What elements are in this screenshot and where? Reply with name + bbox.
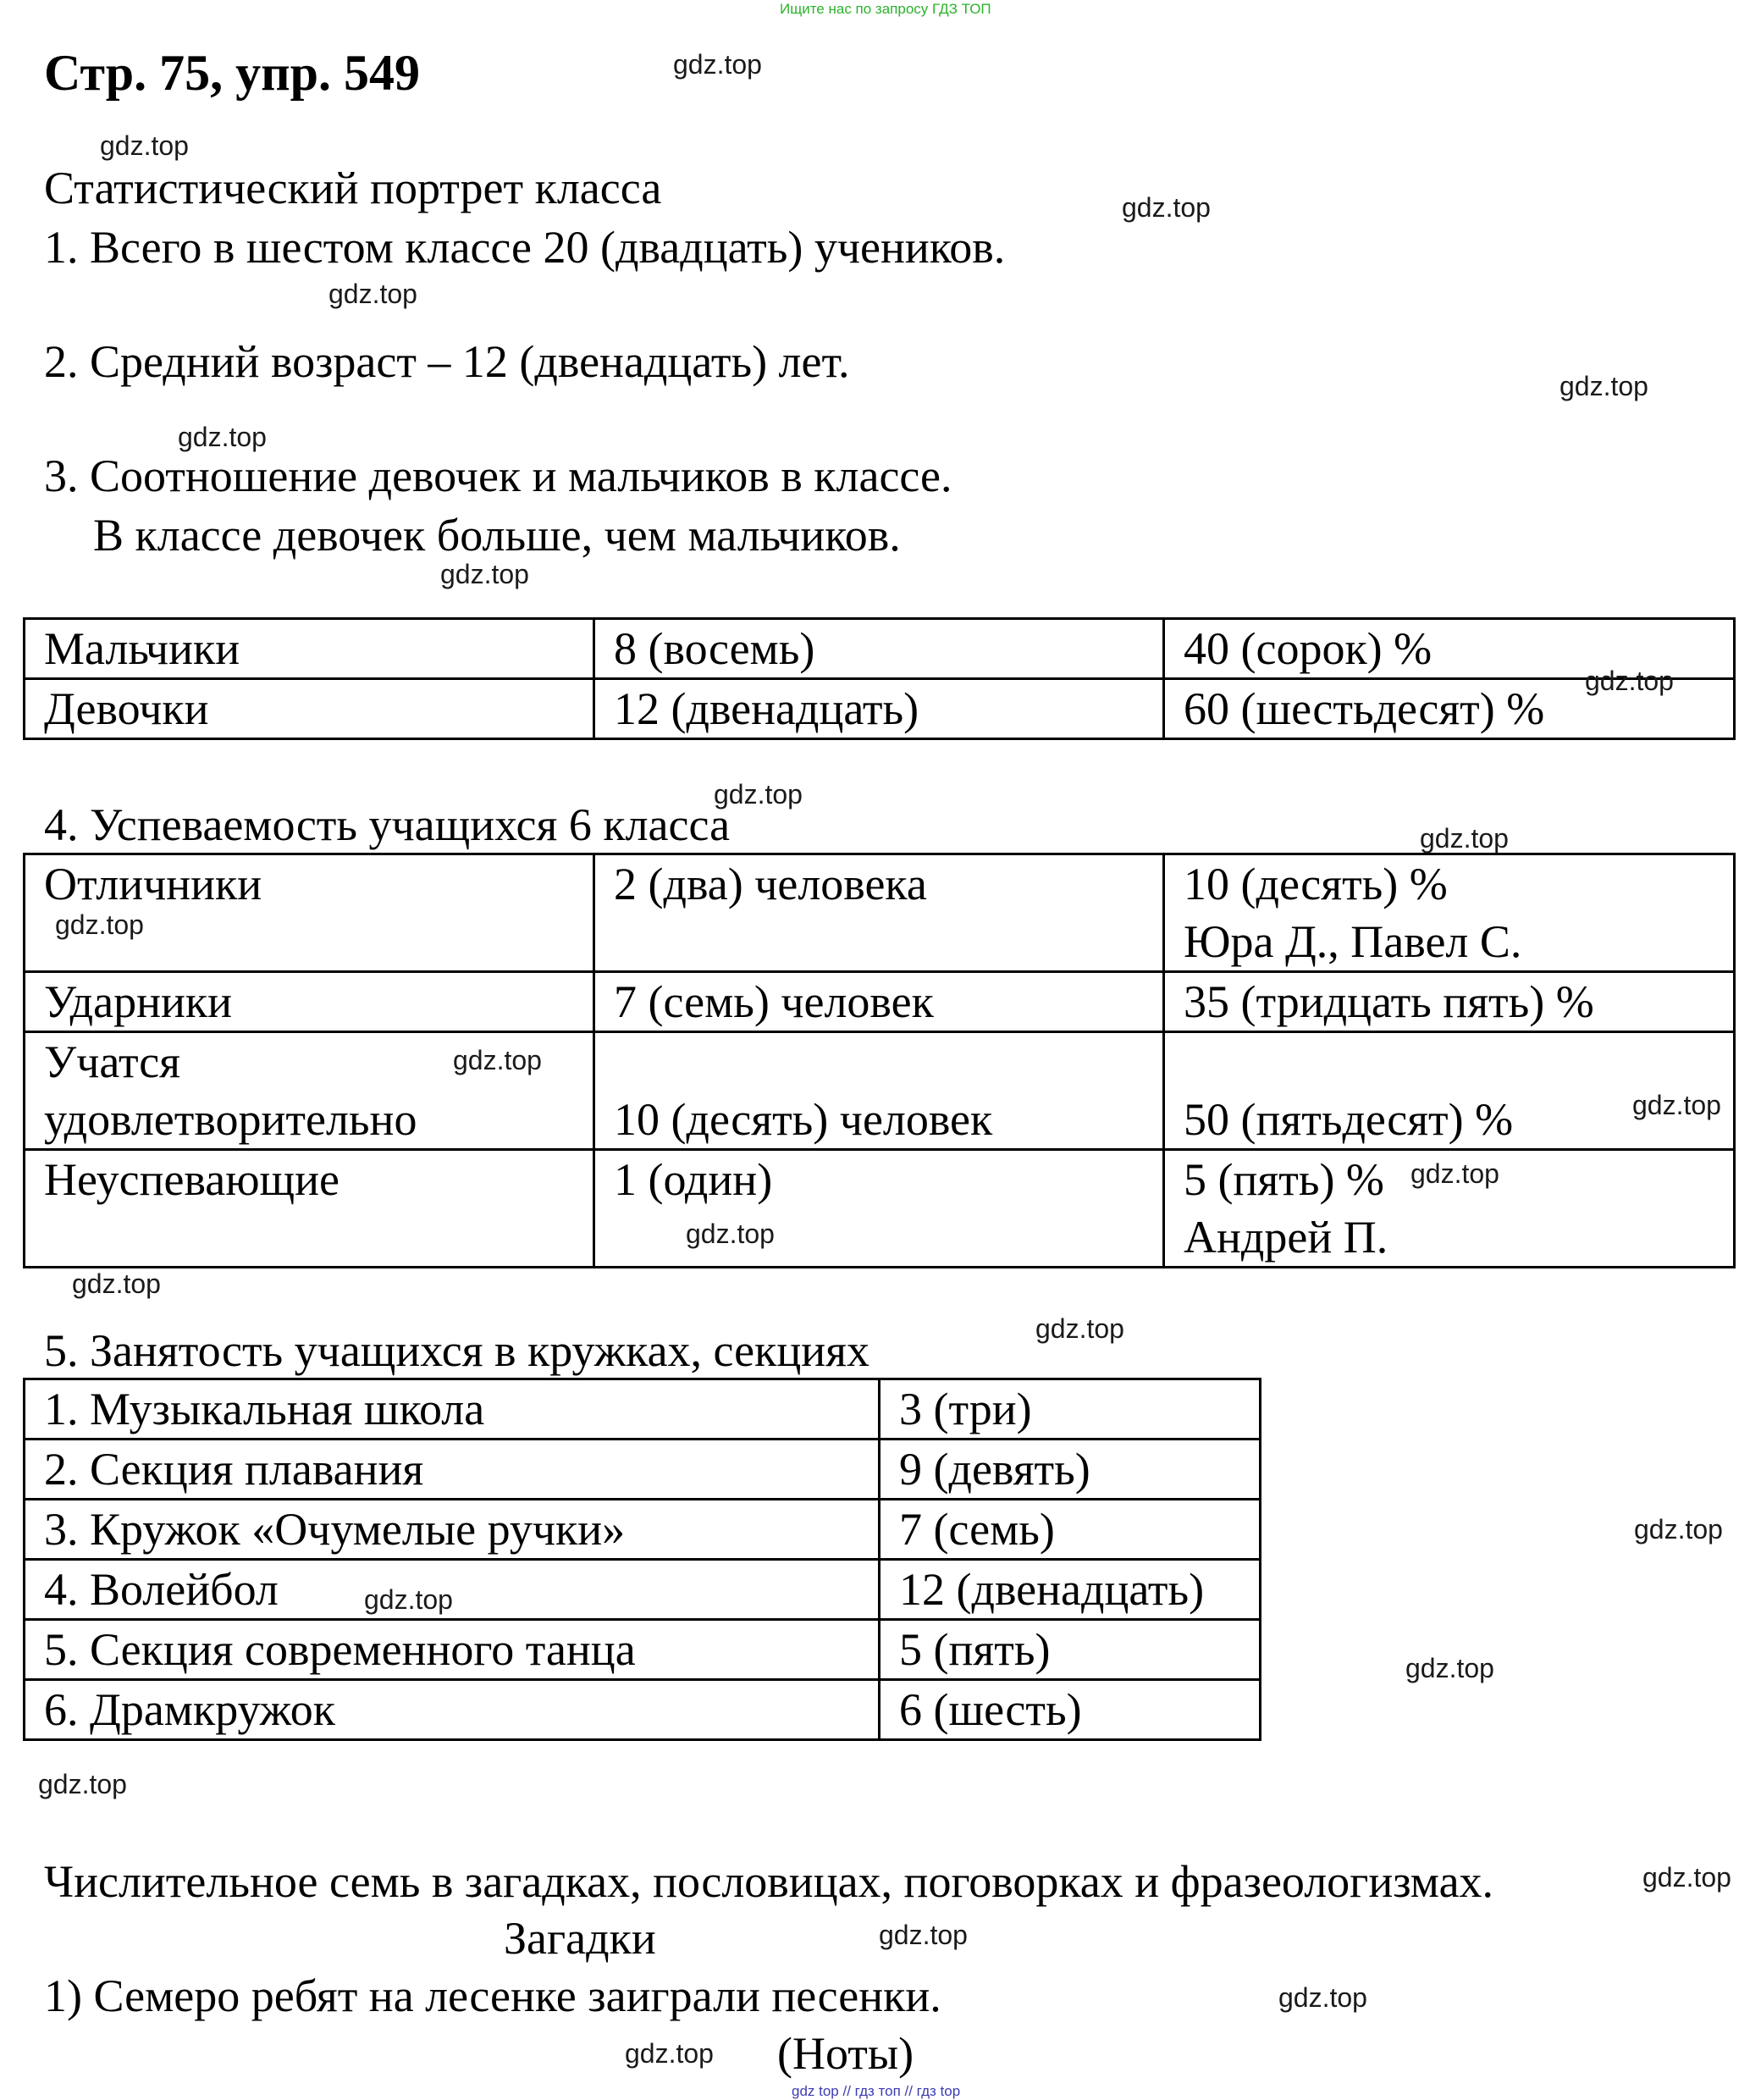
watermark: gdz.top xyxy=(686,1219,775,1249)
club-count: 12 (двенадцать) xyxy=(880,1560,1261,1620)
item-3-text: 3. Соотношение девочек и мальчиков в классе. xyxy=(44,450,952,501)
watermark: gdz.top xyxy=(328,279,417,309)
watermark: gdz.top xyxy=(100,130,189,161)
watermark: gdz.top xyxy=(673,49,762,80)
watermark: gdz.top xyxy=(1585,666,1674,696)
row-count: 1 (один) xyxy=(594,1150,1164,1268)
percent-value: 10 (десять) % xyxy=(1184,859,1448,909)
watermark: gdz.top xyxy=(1405,1653,1494,1683)
row-percent: 40 (сорок) % xyxy=(1164,619,1735,679)
watermark: gdz.top xyxy=(440,559,529,589)
row-label: Девочки xyxy=(25,679,594,739)
item-3-subtext: В классе девочек больше, чем мальчиков. xyxy=(93,510,901,561)
club-name: 5. Секция современного танца xyxy=(25,1620,880,1680)
club-name: 1. Музыкальная школа xyxy=(25,1379,880,1440)
watermark: gdz.top xyxy=(72,1268,161,1299)
table-row xyxy=(25,1500,1261,1560)
watermark: gdz.top xyxy=(879,1920,968,1950)
watermark: gdz.top xyxy=(1420,823,1509,854)
table-row xyxy=(25,972,1735,1032)
club-name: 4. Волейбол xyxy=(25,1560,880,1620)
club-count: 9 (девять) xyxy=(880,1440,1261,1500)
riddles-heading: Загадки xyxy=(504,1913,656,1964)
watermark: gdz.top xyxy=(364,1584,453,1615)
performance-table xyxy=(23,853,1736,1268)
table-row xyxy=(25,1379,1261,1440)
clubs-heading: 5. Занятость учащихся в кружках, секциях xyxy=(44,1325,870,1376)
table-row xyxy=(25,1032,1735,1150)
club-count: 6 (шесть) xyxy=(880,1680,1261,1740)
watermark: gdz.top xyxy=(1035,1313,1124,1344)
row-percent: 50 (пятьдесят) % xyxy=(1164,1032,1735,1150)
club-name: 6. Драмкружок xyxy=(25,1680,880,1740)
club-name: 2. Секция плавания xyxy=(25,1440,880,1500)
watermark: gdz.top xyxy=(714,779,803,810)
table-row xyxy=(25,854,1735,972)
table-row xyxy=(25,1620,1261,1680)
club-count: 3 (три) xyxy=(880,1379,1261,1440)
row-percent: 60 (шестьдесят) % xyxy=(1164,679,1735,739)
row-label: Неуспевающие xyxy=(25,1150,594,1268)
club-name: 3. Кружок «Очумелые ручки» xyxy=(25,1500,880,1560)
watermark: gdz.top xyxy=(38,1769,127,1799)
row-count: 10 (десять) человек xyxy=(594,1032,1164,1150)
item-2-text: 2. Средний возраст – 12 (двенадцать) лет. xyxy=(44,336,850,387)
percent-value: 5 (пять) % xyxy=(1184,1154,1384,1205)
watermark: gdz.top xyxy=(1278,1982,1367,2013)
table-row xyxy=(25,619,1735,679)
watermark: gdz.top xyxy=(1410,1158,1499,1189)
row-label: Ударники xyxy=(25,972,594,1032)
club-count: 7 (семь) xyxy=(880,1500,1261,1560)
row-count: 7 (семь) человек xyxy=(594,972,1164,1032)
riddle-1-text: 1) Семеро ребят на лесенке заиграли песенки. xyxy=(44,1970,941,2021)
watermark: gdz.top xyxy=(1642,1862,1731,1893)
row-percent xyxy=(1164,854,1735,972)
label-line-1: Учатся xyxy=(44,1036,181,1087)
watermark: gdz.top xyxy=(453,1045,542,1075)
watermark: gdz.top xyxy=(1560,371,1648,401)
item-1-text: 1. Всего в шестом классе 20 (двадцать) учеников. xyxy=(44,222,1006,273)
table-row xyxy=(25,1680,1261,1740)
numeral-heading: Числительное семь в загадках, пословицах, поговорках и фразеологизмах. xyxy=(44,1856,1494,1907)
table-row xyxy=(25,1440,1261,1500)
table-row xyxy=(25,1560,1261,1620)
watermark: gdz.top xyxy=(1634,1514,1723,1545)
row-percent: 35 (тридцать пять) % xyxy=(1164,972,1735,1032)
riddle-1-answer: (Ноты) xyxy=(777,2028,914,2079)
watermark: gdz.top xyxy=(1122,192,1211,223)
watermark: gdz.top xyxy=(55,909,144,940)
row-count: 2 (два) человека xyxy=(594,854,1164,972)
student-names: Юра Д., Павел С. xyxy=(1184,916,1522,967)
gender-ratio-table xyxy=(23,617,1736,740)
section-heading: Статистический портрет класса xyxy=(44,163,662,213)
row-count: 12 (двенадцать) xyxy=(594,679,1164,739)
performance-heading: 4. Успеваемость учащихся 6 класса xyxy=(44,799,731,850)
watermark: gdz.top xyxy=(178,422,267,452)
club-count: 5 (пять) xyxy=(880,1620,1261,1680)
row-label: Отличники xyxy=(25,854,594,972)
label-line-2: удовлетворительно xyxy=(44,1094,417,1145)
footer-note: gdz top // гдз топ // гдз top xyxy=(792,2083,961,2099)
top-search-note: Ищите нас по запросу ГДЗ ТОП xyxy=(780,1,991,17)
clubs-table xyxy=(23,1378,1261,1741)
row-label: Мальчики xyxy=(25,619,594,679)
table-row xyxy=(25,679,1735,739)
page-title: Стр. 75, упр. 549 xyxy=(44,45,421,101)
watermark: gdz.top xyxy=(625,2038,714,2069)
watermark: gdz.top xyxy=(1632,1090,1721,1120)
row-count: 8 (восемь) xyxy=(594,619,1164,679)
student-names: Андрей П. xyxy=(1184,1212,1388,1263)
